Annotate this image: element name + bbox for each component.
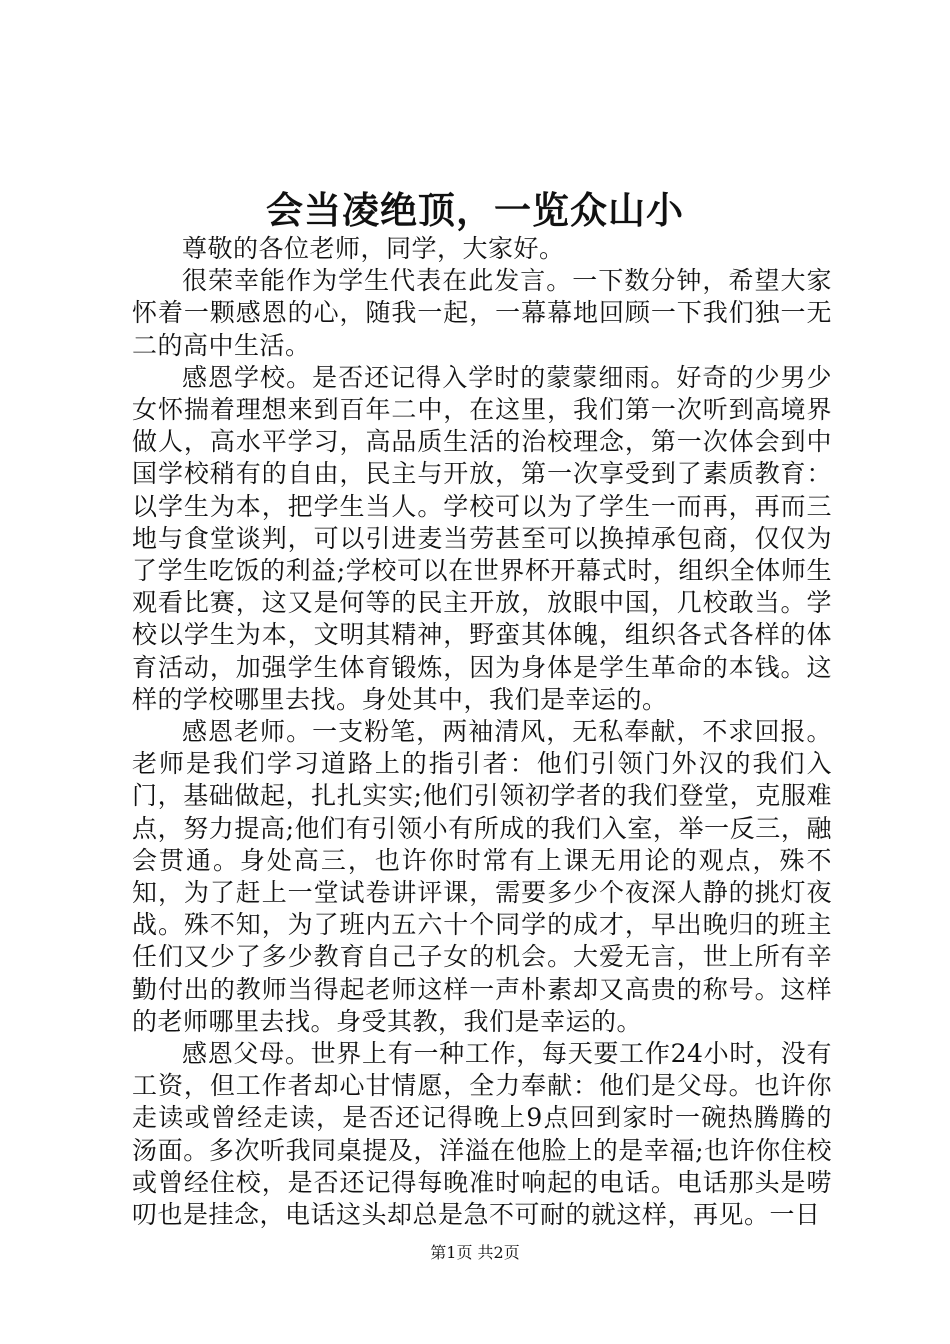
page-indicator: 第1页 共2页 (430, 1243, 520, 1262)
document-body (132, 233, 832, 1231)
paragraph-greeting: 尊敬的各位老师，同学，大家好。 (182, 234, 565, 263)
paragraph-teachers: 感恩老师。一支粉笔，两袖清风，无私奉献，不求回报。老师是我们学习道路上的指引者：他们引领门外汉的我们入门，基础做起，扎扎实实;他们引领初学者的我们登堂，克服难点，努力提高;他们有引领小有所成的我们入室，举一反三，融会贯通。身处高三，也许你时常有上课无用论的观点，殊不知，为了赶上一堂试卷讲评课，需要多少个夜深人静的挑灯夜战。殊不知，为了班内五六十个同学的成才，早出晚归的班主任们又少了多少教育自己子女的机会。大爱无言，世上所有辛勤付出的教师当得起老师这样一声朴素却又高贵的称号。这样的老师哪里去找。身受其教，我们是幸运的。 (132, 717, 832, 1036)
document-title: 会当凌绝顶，一览众山小 (266, 188, 684, 232)
paragraph-school: 感恩学校。是否还记得入学时的蒙蒙细雨。好奇的少男少女怀揣着理想来到百年二中，在这里，我们第一次听到高境界做人，高水平学习，高品质生活的治校理念，第一次体会到中国学校稍有的自由，民主与开放，第一次享受到了素质教育：以学生为本，把学生当人。学校可以为了学生一而再，再而三地与食堂谈判，可以引进麦当劳甚至可以换掉承包商，仅仅为了学生吃饭的利益;学校可以在世界杯开幕式时，组织全体师生观看比赛，这又是何等的民主开放，放眼中国，几校敢当。学校以学生为本，文明其精神，野蛮其体魄，组织各式各样的体育活动，加强学生体育锻炼，因为身体是学生革命的本钱。这样的学校哪里去找。身处其中，我们是幸运的。 (132, 362, 832, 714)
paragraph-intro: 很荣幸能作为学生代表在此发言。一下数分钟，希望大家怀着一颗感恩的心，随我一起，一幕幕地回顾一下我们独一无二的高中生活。 (132, 266, 832, 360)
paragraph-parents: 感恩父母。世界上有一种工作，每天要工作24小时，没有工资，但工作者却心甘情愿，全力奉献：他们是父母。也许你走读或曾经走读，是否还记得晚上9点回到家时一碗热腾腾的汤面。多次听我同桌提及，洋溢在他脸上的是幸福;也许你住校或曾经住校，是否还记得每晚准时响起的电话。电话那头是唠叨也是挂念，电话这头却总是急不可耐的就这样，再见。一日 (132, 1039, 832, 1230)
